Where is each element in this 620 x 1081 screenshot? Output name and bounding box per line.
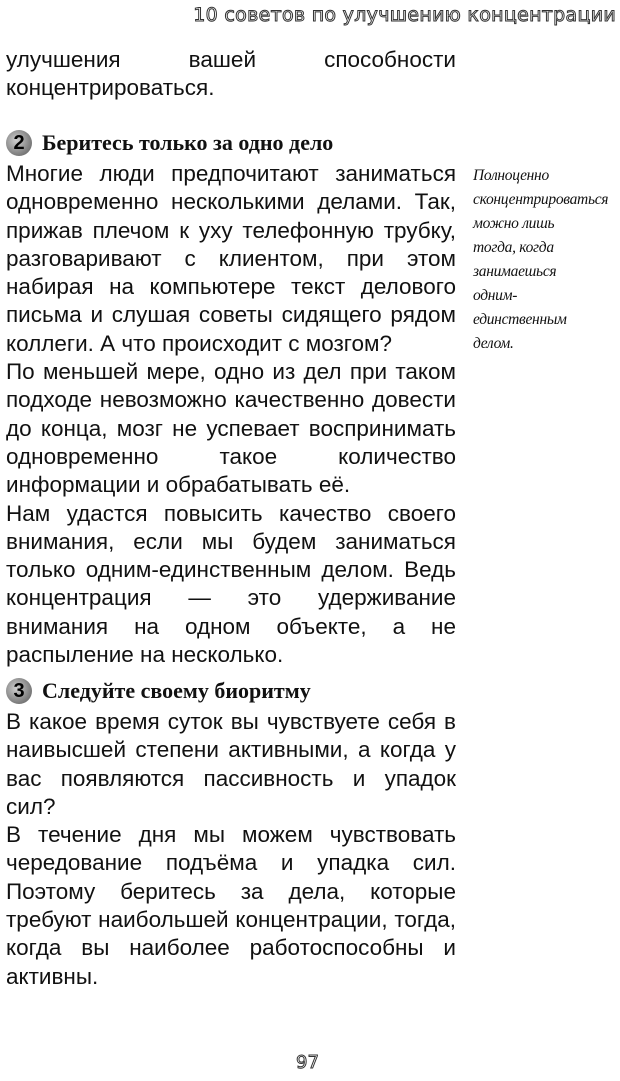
section-2-heading — [6, 130, 333, 156]
section-number-badge: 2 — [6, 130, 32, 156]
margin-note-line: сконцентрироваться — [473, 191, 609, 208]
margin-note-line: можно лишь — [473, 215, 555, 232]
margin-note-line: делом. — [473, 335, 514, 352]
page-number: 97 — [296, 1052, 319, 1073]
margin-note-line: тогда, когда — [473, 239, 554, 256]
paragraph: В какое время суток вы чувствуете себя в наивысшей степени активными, а когда у вас появляются пассивность и упадок сил? — [6, 709, 456, 819]
section-title: Беритесь только за одно дело — [42, 130, 334, 155]
paragraph: Многие люди предпочитают заниматься одновременно несколькими делами. Так, прижав плечом к уху телефонную трубку, разговаривают с клиентом, при этом набирая на компьютере текст делового письма и слушая советы сидящего рядом коллеги. А что происходит с мозгом? — [6, 161, 456, 356]
paragraph: В течение дня мы можем чувствовать чередование подъёма и упадка сил. Поэтому беритесь за дела, которые требуют наибольшей концентрации, тогда, когда вы наиболее работоспособны и активны. — [6, 822, 456, 989]
margin-note-line: занимаешься — [473, 263, 557, 280]
section-2-body — [6, 160, 456, 669]
running-head: 10 советов по улучшению концентрации — [193, 4, 616, 26]
section-number-badge: 3 — [6, 678, 32, 704]
margin-note-line: единственным — [473, 311, 567, 328]
section-3-body — [6, 708, 456, 991]
paragraph: По меньшей мере, одно из дел при таком подходе невозможно качественно довести до конца, мозг не успевает воспринимать одновременно такое количество информации и обрабатывать её. — [6, 359, 456, 498]
intro-paragraph — [6, 46, 456, 103]
paragraph: Нам удастся повысить качество своего внимания, если мы будем заниматься только одним-единственным делом. Ведь концентрация — это удерживание внимания на одном объекте, а не распыление на несколько. — [6, 500, 456, 668]
margin-note-line: Полноценно — [473, 167, 549, 184]
margin-note-line: одним- — [473, 287, 518, 304]
section-title: Следуйте своему биоритму — [42, 678, 311, 703]
paragraph: улучшения вашей способности концентрироваться. — [6, 47, 456, 101]
section-3-heading — [6, 678, 311, 704]
margin-note — [473, 164, 618, 356]
